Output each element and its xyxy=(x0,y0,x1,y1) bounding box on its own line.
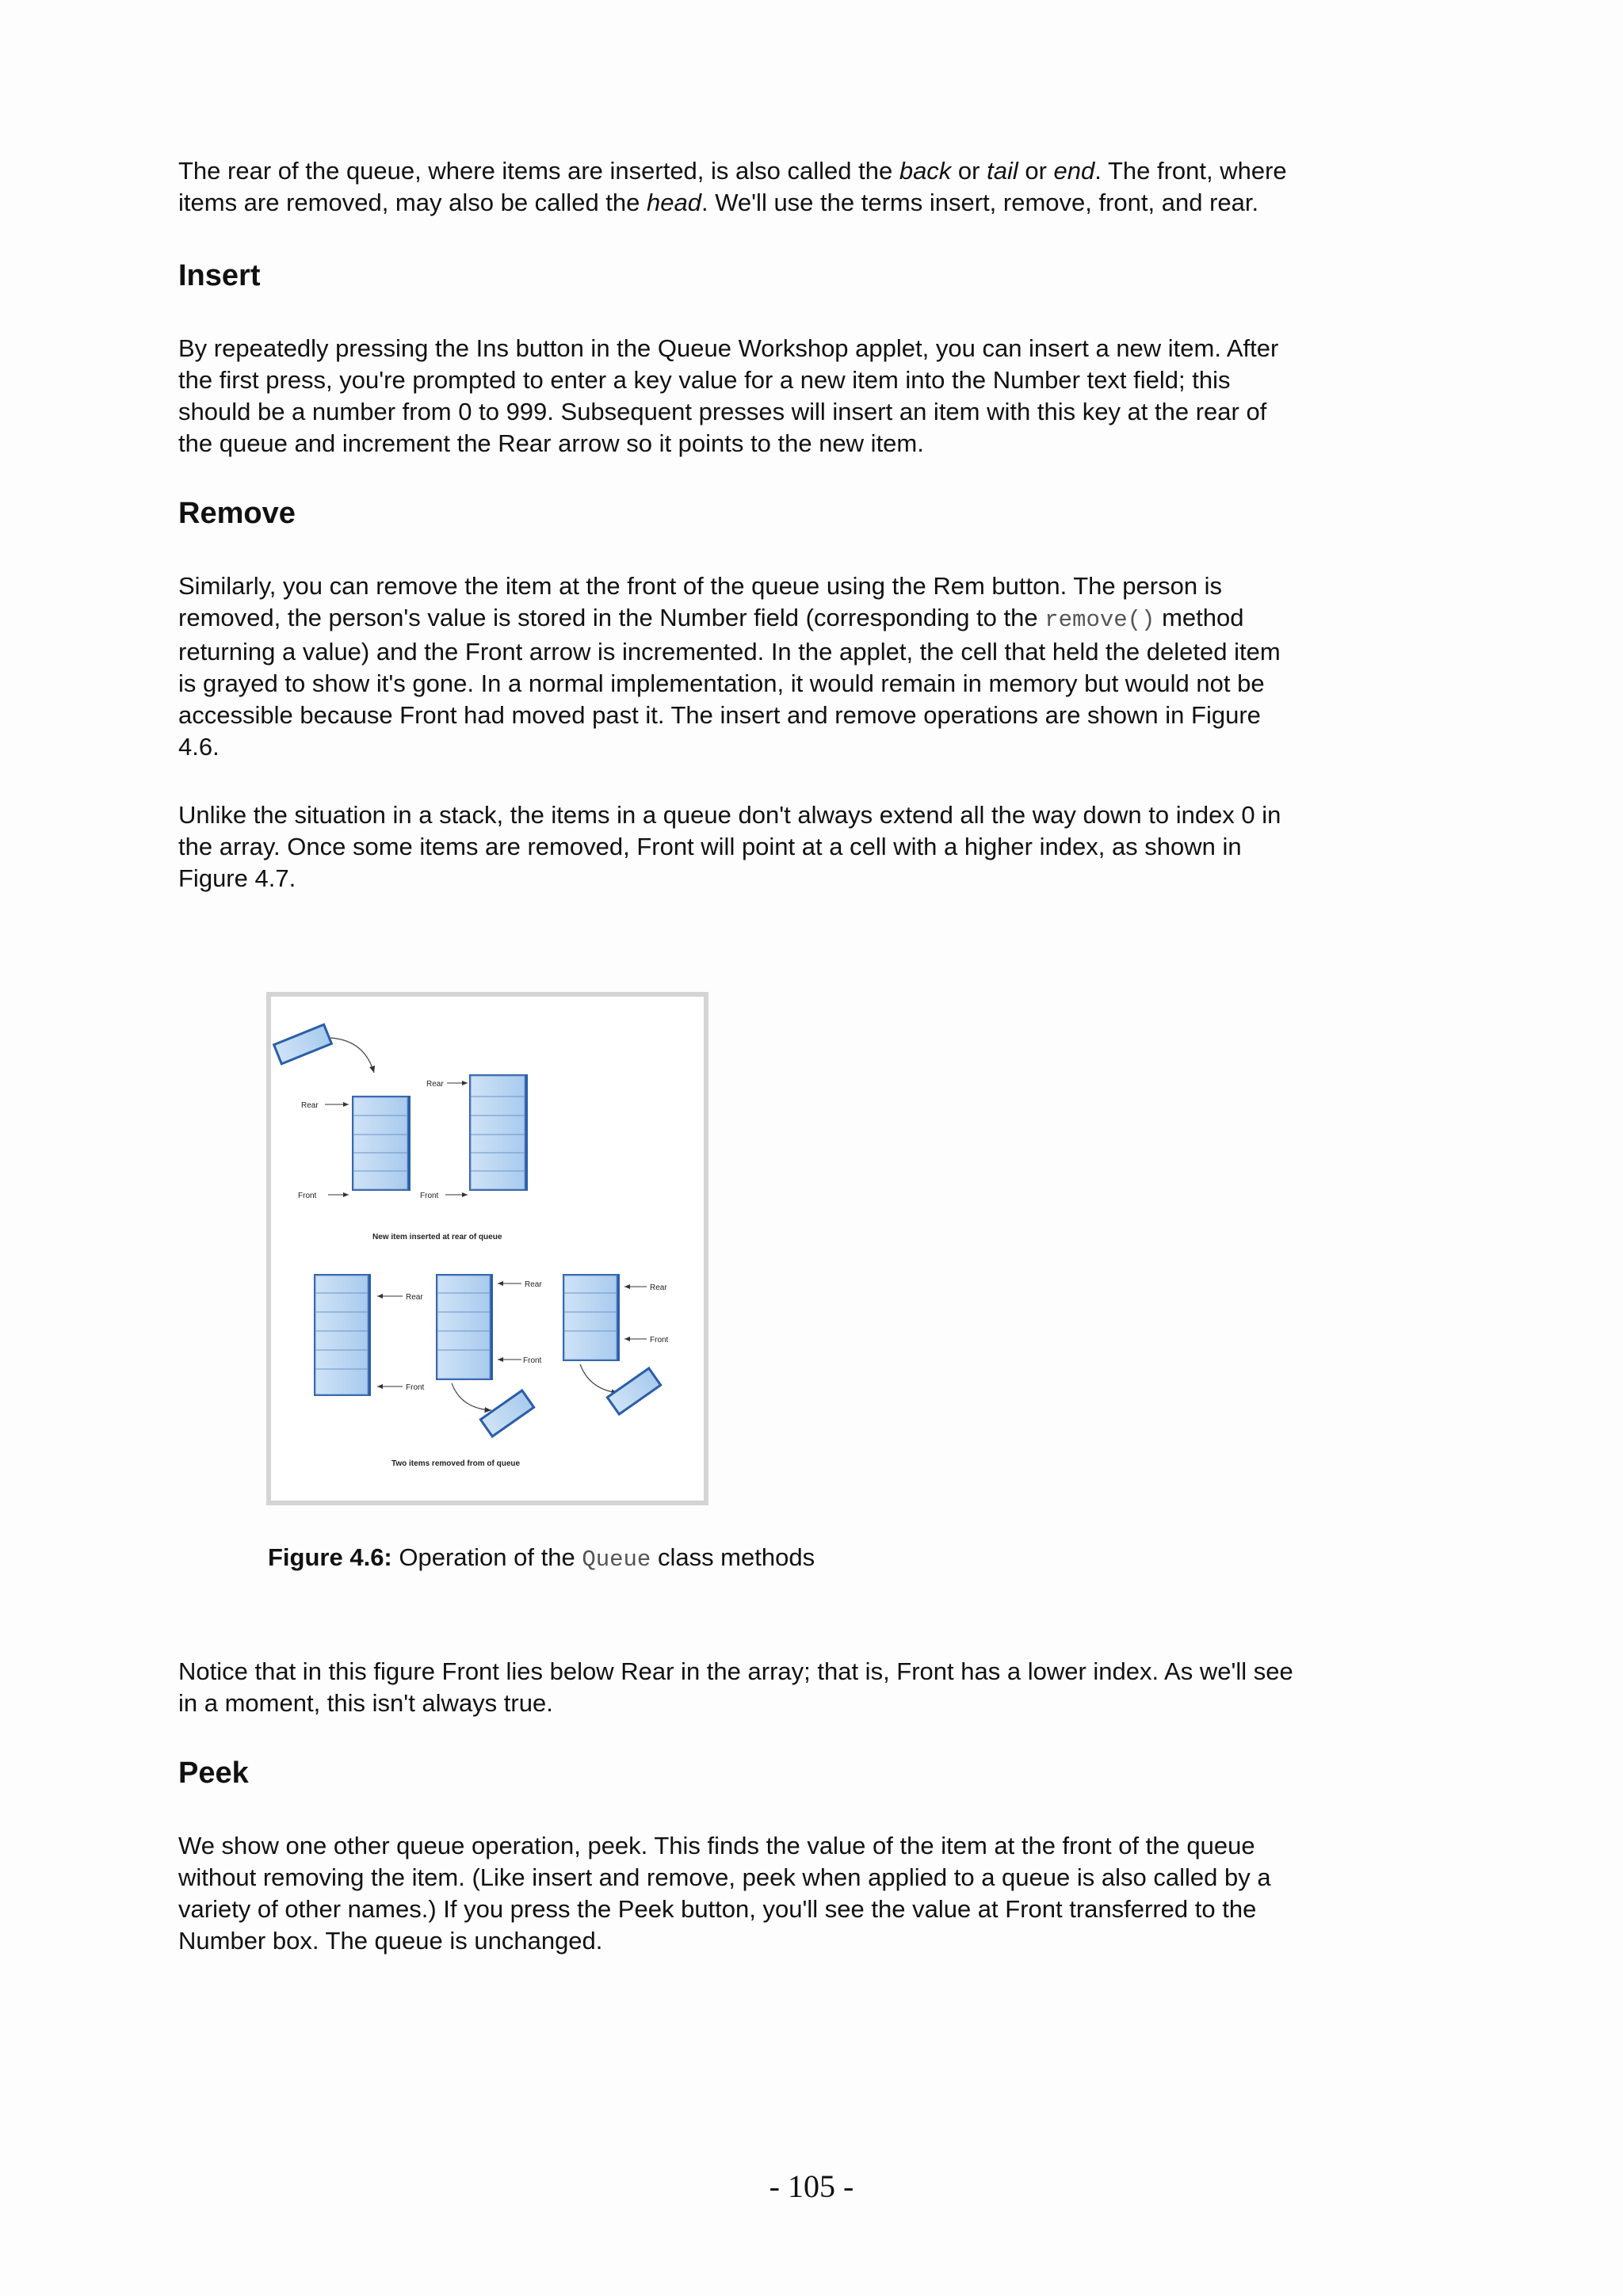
insert-paragraph: By repeatedly pressing the Ins button in the Queue Workshop applet, you can insert a new item. After the first press, you're prompted to enter a key value for a new item into the Number text field; this should be a number from 0 to 999. Subsequent presses will insert an item with this key at the rear of the queue and increment the Rear arrow so it points to the new item. xyxy=(178,334,1279,457)
lower-content xyxy=(178,1656,1296,1957)
rear-label-3: Rear xyxy=(406,1293,423,1302)
rear-label-2: Rear xyxy=(426,1080,444,1089)
front-label-3: Front xyxy=(406,1383,425,1392)
front-label-2: Front xyxy=(420,1192,439,1200)
top-figure-caption: New item inserted at rear of queue xyxy=(372,1233,502,1241)
queue-diagram xyxy=(271,997,704,1501)
array-two-removed xyxy=(563,1274,620,1361)
removed-item-1 xyxy=(480,1390,533,1436)
stack-comparison-paragraph: Unlike the situation in a stack, the items in a queue don't always extend all the way down to index 0 in the array. Once some items are removed, Front will point at a cell with a higher index, as shown in Figure 4.7. xyxy=(178,801,1281,892)
heading-peek: Peek xyxy=(178,1756,249,1790)
code-remove: remove() xyxy=(1044,607,1155,633)
figure-queue-operations xyxy=(266,992,708,1505)
figure-caption: Figure 4.6: Operation of the Queue class methods xyxy=(268,1543,815,1573)
front-label-5: Front xyxy=(650,1336,669,1344)
emphasis-tail: tail xyxy=(987,157,1018,185)
array-before-insert xyxy=(352,1096,411,1191)
page-number: - 105 - xyxy=(769,2168,854,2204)
front-label-1: Front xyxy=(298,1192,317,1200)
intro-paragraph: The rear of the queue, where items are inserted, is also called the back or tail or end. The front, where items are removed, may also be called the head. We'll use the terms insert, remove, front, and rear. xyxy=(178,157,1287,216)
rear-label-1: Rear xyxy=(301,1101,319,1110)
bottom-figure-caption: Two items removed from of queue xyxy=(391,1459,521,1468)
figure-caption-label: Figure 4.6: xyxy=(268,1543,392,1571)
new-item-box xyxy=(274,1024,332,1064)
notice-paragraph: Notice that in this figure Front lies below Rear in the array; that is, Front has a lower index. As we'll see in a moment, this isn't always true. xyxy=(178,1657,1293,1717)
heading-remove: Remove xyxy=(178,497,296,530)
code-queue: Queue xyxy=(582,1547,651,1573)
rear-label-5: Rear xyxy=(650,1283,667,1292)
emphasis-head: head xyxy=(647,189,701,216)
array-after-insert xyxy=(469,1074,528,1191)
main-content xyxy=(178,155,1296,894)
removed-item-2 xyxy=(607,1368,660,1414)
array-full xyxy=(314,1274,371,1396)
heading-insert: Insert xyxy=(178,259,261,292)
emphasis-back: back xyxy=(899,157,952,185)
rear-label-4: Rear xyxy=(525,1280,542,1289)
insert-arrow xyxy=(330,1038,374,1073)
array-one-removed xyxy=(436,1274,493,1380)
peek-paragraph: We show one other queue operation, peek. This finds the value of the item at the front of the queue without removing the item. (Like insert and remove, peek when applied to a queue is also called by a variety of other names.) If you press the Peek button, you'll see the value at Front transferred to the Number box. The queue is unchanged. xyxy=(178,1832,1271,1955)
emphasis-end: end xyxy=(1053,157,1095,185)
remove-paragraph: Similarly, you can remove the item at the front of the queue using the Rem button. The person is removed, the person's value is stored in the Number field (corresponding to the remove() method returning a value) and the Front arrow is incremented. In the applet, the cell that held the deleted item is grayed to show it's gone. In a normal implementation, it would remain in memory but would not be accessible because Front had moved past it. The insert and remove operations are shown in Figure 4.6. xyxy=(178,572,1281,761)
front-label-4: Front xyxy=(523,1356,542,1365)
